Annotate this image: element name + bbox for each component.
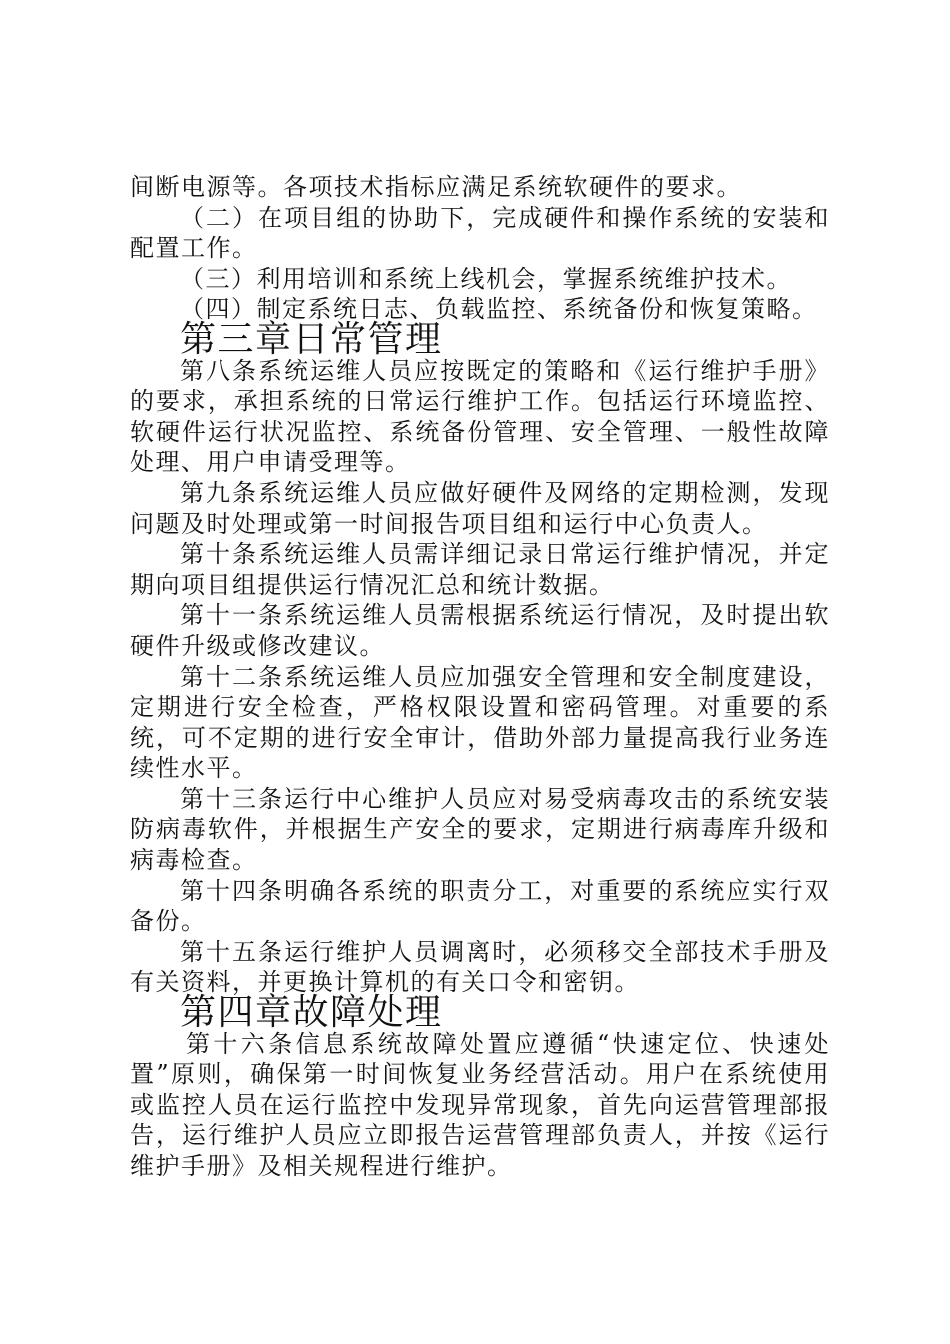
paragraph-article-11: 第十一条系统运维人员需根据系统运行情况，及时提出软硬件升级或修改建议。 [130, 601, 830, 660]
document-body [130, 172, 830, 1182]
paragraph-article-10: 第十条系统运维人员需详细记录日常运行维护情况，并定期向项目组提供运行情况汇总和统计数据。 [130, 540, 830, 599]
paragraph-item-2: （二）在项目组的协助下，完成硬件和操作系统的安装和配置工作。 [130, 203, 830, 263]
chapter-3-heading: 第三章日常管理 [180, 318, 443, 360]
paragraph-continued: 间断电源等。各项技术指标应满足系统软硬件的要求。 [130, 173, 742, 201]
paragraph-item-3: （三）利用培训和系统上线机会，掌握系统维护技术。 [180, 264, 792, 293]
paragraph-article-13: 第十三条运行中心维护人员应对易受病毒攻击的系统安装防病毒软件，并根据生产安全的要求，定期进行病毒库升级和病毒检查。 [130, 784, 830, 875]
paragraph-article-8: 第八条系统运维人员应按既定的策略和《运行维护手册》的要求，承担系统的日常运行维护工作。包括运行环境监控、软硬件运行状况监控、系统备份管理、安全管理、一般性故障处理、用户申请受理等。 [130, 356, 830, 477]
paragraph-article-16: 第十六条信息系统故障处置应遵循“快速定位、快速处置”原则，确保第一时间恢复业务经营活动。用户在系统使用或监控人员在运行监控中发现异常现象，首先向运营管理部报告，运行维护人员应立即报告运营管理部负责人，并按《运行维护手册》及相关规程进行维护。 [130, 1029, 830, 1180]
chapter-4-heading: 第四章故障处理 [180, 992, 443, 1034]
paragraph-article-12: 第十二条系统运维人员应加强安全管理和安全制度建设，定期进行安全检查，严格权限设置和密码管理。对重要的系统，可不定期的进行安全审计，借助外部力量提高我行业务连续性水平。 [130, 662, 830, 783]
paragraph-article-9: 第九条系统运维人员应做好硬件及网络的定期检测，发现问题及时处理或第一时间报告项目组和运行中心负责人。 [130, 478, 830, 538]
paragraph-item-4: （四）制定系统日志、负载监控、系统备份和恢复策略。 [180, 295, 818, 324]
paragraph-article-14: 第十四条明确各系统的职责分工，对重要的系统应实行双备份。 [130, 876, 830, 936]
paragraph-article-15: 第十五条运行维护人员调离时，必须移交全部技术手册及有关资料，并更换计算机的有关口令和密钥。 [130, 937, 830, 997]
